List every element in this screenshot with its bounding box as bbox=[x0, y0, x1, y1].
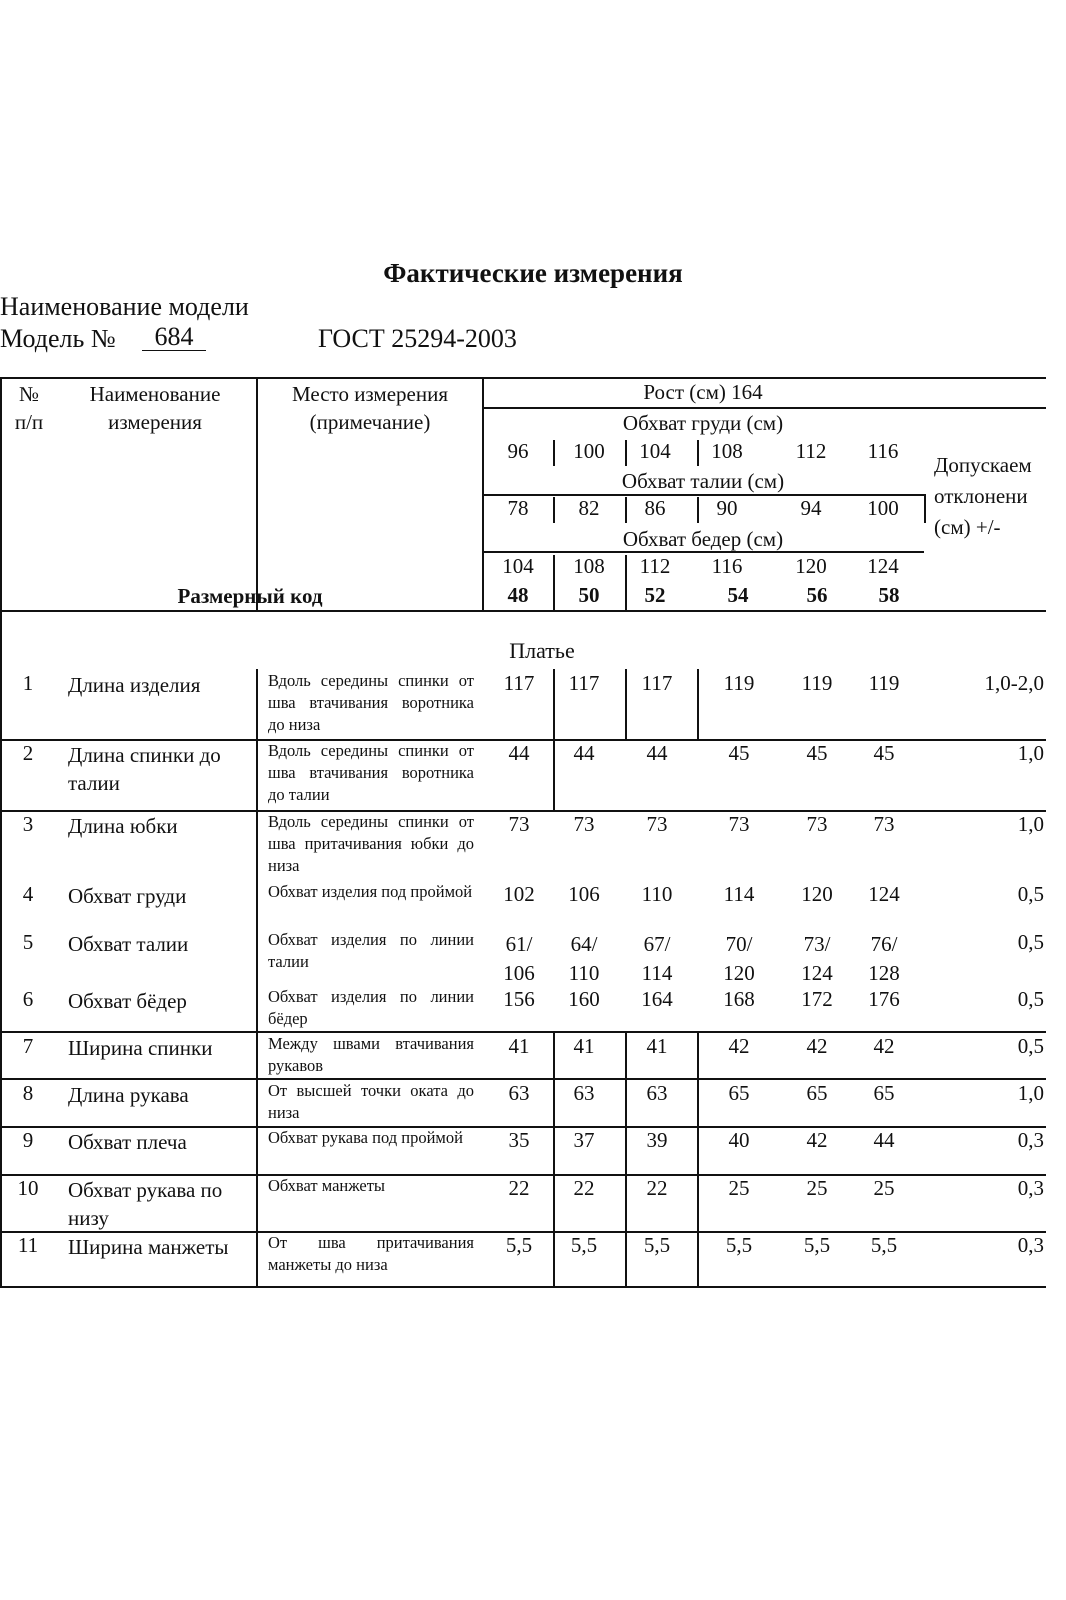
row-value: 114 bbox=[723, 882, 755, 906]
row-value: 117 bbox=[641, 671, 673, 695]
waist-value: 86 bbox=[644, 496, 666, 520]
body-col-divider bbox=[256, 669, 258, 1286]
waist-right-edge bbox=[924, 494, 926, 523]
row-value: 73 bbox=[508, 812, 530, 836]
row-tolerance: 0,5 bbox=[1017, 882, 1044, 906]
row-name: Обхват бёдер bbox=[68, 989, 187, 1013]
row-value: 73/ 124 bbox=[801, 932, 833, 985]
row-tolerance: 1,0 bbox=[1017, 741, 1044, 765]
hip-value: 120 bbox=[795, 554, 827, 578]
waist-value: 94 bbox=[800, 496, 822, 520]
row-number: 8 bbox=[22, 1081, 34, 1105]
row-name: Длина спинки до талии bbox=[68, 743, 221, 795]
row-value: 73 bbox=[806, 812, 828, 836]
row-measurement-place: Обхват изделия по линии бёдер bbox=[268, 987, 474, 1028]
hip-value: 108 bbox=[573, 554, 605, 578]
row-measurement-place: Вдоль середины спинки от шва втачивания воротника до низа bbox=[268, 671, 474, 734]
row-value: 5,5 bbox=[870, 1233, 898, 1257]
hip-value: 112 bbox=[639, 554, 671, 578]
row-name: Ширина спинки bbox=[68, 1036, 213, 1060]
row-value: 176 bbox=[868, 987, 900, 1011]
size-code: 52 bbox=[644, 583, 666, 607]
row-name: Обхват талии bbox=[68, 932, 189, 956]
header-name: Наименование измерения bbox=[89, 382, 221, 434]
row-number: 11 bbox=[17, 1233, 39, 1257]
row-measurement-place: От шва притачивания манжеты до низа bbox=[268, 1233, 474, 1274]
bust-value: 112 bbox=[795, 439, 827, 463]
row-value: 5,5 bbox=[643, 1233, 671, 1257]
waist-value: 78 bbox=[507, 496, 529, 520]
row-value: 65 bbox=[728, 1081, 750, 1105]
table-top-border bbox=[0, 377, 1046, 379]
row-value: 25 bbox=[806, 1176, 828, 1200]
header-size-code: Размерный код bbox=[177, 584, 323, 608]
size-code: 58 bbox=[878, 583, 900, 607]
row-number: 1 bbox=[22, 671, 34, 695]
header-height: Рост (см) 164 bbox=[643, 380, 763, 404]
header-num: № п/п bbox=[14, 382, 44, 434]
body-col-divider bbox=[697, 1031, 699, 1286]
row-value: 119 bbox=[723, 671, 755, 695]
row-name: Длина рукава bbox=[68, 1083, 189, 1107]
row-value: 25 bbox=[728, 1176, 750, 1200]
waist-value: 100 bbox=[867, 496, 899, 520]
hip-value: 124 bbox=[867, 554, 899, 578]
row-number: 10 bbox=[17, 1176, 39, 1200]
row-value: 73 bbox=[573, 812, 595, 836]
bust-value: 100 bbox=[573, 439, 605, 463]
row-value: 117 bbox=[503, 671, 535, 695]
row-value: 102 bbox=[503, 882, 535, 906]
height-underline bbox=[482, 407, 1046, 409]
row-tolerance: 1,0 bbox=[1017, 812, 1044, 836]
row-name: Длина изделия bbox=[68, 673, 201, 697]
table-bottom-border bbox=[0, 1286, 1046, 1288]
model-number-label: Модель № bbox=[0, 324, 116, 353]
row-value: 5,5 bbox=[570, 1233, 598, 1257]
row-measurement-place: Обхват изделия по линии талии bbox=[268, 930, 474, 971]
row-value: 44 bbox=[646, 741, 668, 765]
row-value: 73 bbox=[646, 812, 668, 836]
row-tolerance: 0,5 bbox=[1017, 987, 1044, 1011]
row-number: 2 bbox=[22, 741, 34, 765]
size-code: 54 bbox=[727, 583, 749, 607]
row-measurement-place: Между швами втачивания рукавов bbox=[268, 1034, 474, 1075]
row-value: 63 bbox=[508, 1081, 530, 1105]
row-tolerance: 1,0-2,0 bbox=[984, 671, 1044, 695]
hip-value: 116 bbox=[711, 554, 743, 578]
row-value: 73 bbox=[873, 812, 895, 836]
row-separator bbox=[0, 1078, 1046, 1080]
row-value: 70/ 120 bbox=[723, 932, 755, 985]
header-place: Место измерения (примечание) bbox=[291, 382, 448, 434]
row-value: 40 bbox=[728, 1128, 750, 1152]
waist-tick bbox=[553, 497, 555, 523]
row-value: 45 bbox=[806, 741, 828, 765]
row-number: 4 bbox=[22, 882, 34, 906]
row-value: 5,5 bbox=[505, 1233, 533, 1257]
row-value: 64/ 110 bbox=[568, 932, 600, 985]
bust-value: 116 bbox=[867, 439, 899, 463]
document-title: Фактические измерения bbox=[383, 258, 683, 288]
row-measurement-place: Вдоль середины спинки от шва втачивания воротника до талии bbox=[268, 741, 474, 804]
model-name-label: Наименование модели bbox=[0, 292, 249, 321]
row-value: 41 bbox=[573, 1034, 595, 1058]
row-value: 117 bbox=[568, 671, 600, 695]
hip-value: 104 bbox=[502, 554, 534, 578]
waist-value: 82 bbox=[578, 496, 600, 520]
row-value: 106 bbox=[568, 882, 600, 906]
header-hips: Обхват бедер (см) bbox=[622, 527, 784, 551]
row-value: 67/ 114 bbox=[641, 932, 673, 985]
bust-value: 96 bbox=[507, 439, 529, 463]
row-value: 45 bbox=[873, 741, 895, 765]
hip-tick bbox=[553, 555, 555, 610]
bust-tick bbox=[553, 440, 555, 466]
row-measurement-place: От высшей точки оката до низа bbox=[268, 1081, 474, 1122]
row-value: 22 bbox=[573, 1176, 595, 1200]
row-number: 7 bbox=[22, 1034, 34, 1058]
row-measurement-place: Обхват рукава под проймой bbox=[268, 1128, 463, 1147]
row-measurement-place: Вдоль середины спинки от шва притачивания юбки до низа bbox=[268, 812, 474, 875]
row-value: 172 bbox=[801, 987, 833, 1011]
row-value: 41 bbox=[646, 1034, 668, 1058]
header-waist: Обхват талии (см) bbox=[621, 469, 785, 493]
row-separator bbox=[0, 1031, 1046, 1033]
row-name: Обхват плеча bbox=[68, 1130, 187, 1154]
row-tolerance: 0,3 bbox=[1017, 1233, 1044, 1257]
gost-standard: ГОСТ 25294-2003 bbox=[318, 324, 517, 353]
row-measurement-place: Обхват изделия под проймой bbox=[268, 882, 473, 901]
row-value: 119 bbox=[801, 671, 833, 695]
header-bottom-border bbox=[0, 610, 1046, 612]
row-measurement-place: Обхват манжеты bbox=[268, 1176, 386, 1195]
section-title: Платье bbox=[509, 638, 575, 663]
row-value: 73 bbox=[728, 812, 750, 836]
row-value: 25 bbox=[873, 1176, 895, 1200]
row-tolerance: 1,0 bbox=[1017, 1081, 1044, 1105]
row-value: 41 bbox=[508, 1034, 530, 1058]
row-value: 119 bbox=[868, 671, 900, 695]
row-name: Длина юбки bbox=[68, 814, 178, 838]
row-tolerance: 0,5 bbox=[1017, 1034, 1044, 1058]
row-value: 160 bbox=[568, 987, 600, 1011]
row-value: 156 bbox=[503, 987, 535, 1011]
size-code: 48 bbox=[507, 583, 529, 607]
row-value: 44 bbox=[873, 1128, 895, 1152]
row-value: 35 bbox=[508, 1128, 530, 1152]
row-value: 44 bbox=[508, 741, 530, 765]
row-value: 124 bbox=[868, 882, 900, 906]
size-code: 50 bbox=[578, 583, 600, 607]
bust-value: 108 bbox=[711, 439, 743, 463]
row-value: 39 bbox=[646, 1128, 668, 1152]
row-number: 3 bbox=[22, 812, 34, 836]
row-value: 44 bbox=[573, 741, 595, 765]
header-tolerance: Допускаем отклонени (см) +/- bbox=[934, 453, 1032, 539]
row-tolerance: 0,5 bbox=[1017, 930, 1044, 954]
row-name: Ширина манжеты bbox=[68, 1235, 229, 1259]
row-value: 42 bbox=[728, 1034, 750, 1058]
size-code: 56 bbox=[806, 583, 828, 607]
row-value: 168 bbox=[723, 987, 755, 1011]
row-value: 65 bbox=[806, 1081, 828, 1105]
row-value: 22 bbox=[646, 1176, 668, 1200]
row-tolerance: 0,3 bbox=[1017, 1176, 1044, 1200]
bust-value: 104 bbox=[639, 439, 671, 463]
row-value: 65 bbox=[873, 1081, 895, 1105]
row-value: 63 bbox=[646, 1081, 668, 1105]
row-value: 45 bbox=[728, 741, 750, 765]
row-tolerance: 0,3 bbox=[1017, 1128, 1044, 1152]
row-value: 42 bbox=[806, 1128, 828, 1152]
row-number: 9 bbox=[22, 1128, 34, 1152]
row-value: 37 bbox=[573, 1128, 595, 1152]
body-col-divider bbox=[697, 669, 699, 740]
row-value: 164 bbox=[641, 987, 673, 1011]
row-value: 120 bbox=[801, 882, 833, 906]
header-bust: Обхват груди (см) bbox=[622, 411, 784, 435]
row-value: 42 bbox=[806, 1034, 828, 1058]
row-value: 5,5 bbox=[803, 1233, 831, 1257]
row-name: Обхват рукава по низу bbox=[68, 1178, 223, 1230]
row-name: Обхват груди bbox=[68, 884, 187, 908]
row-value: 61/ 106 bbox=[503, 932, 535, 985]
row-number: 6 bbox=[22, 987, 34, 1011]
model-number: 684 bbox=[142, 324, 206, 351]
row-value: 110 bbox=[641, 882, 673, 906]
row-value: 42 bbox=[873, 1034, 895, 1058]
row-value: 76/ 128 bbox=[868, 932, 900, 985]
row-value: 22 bbox=[508, 1176, 530, 1200]
row-value: 63 bbox=[573, 1081, 595, 1105]
row-number: 5 bbox=[22, 930, 34, 954]
waist-value: 90 bbox=[716, 496, 738, 520]
row-value: 5,5 bbox=[725, 1233, 753, 1257]
